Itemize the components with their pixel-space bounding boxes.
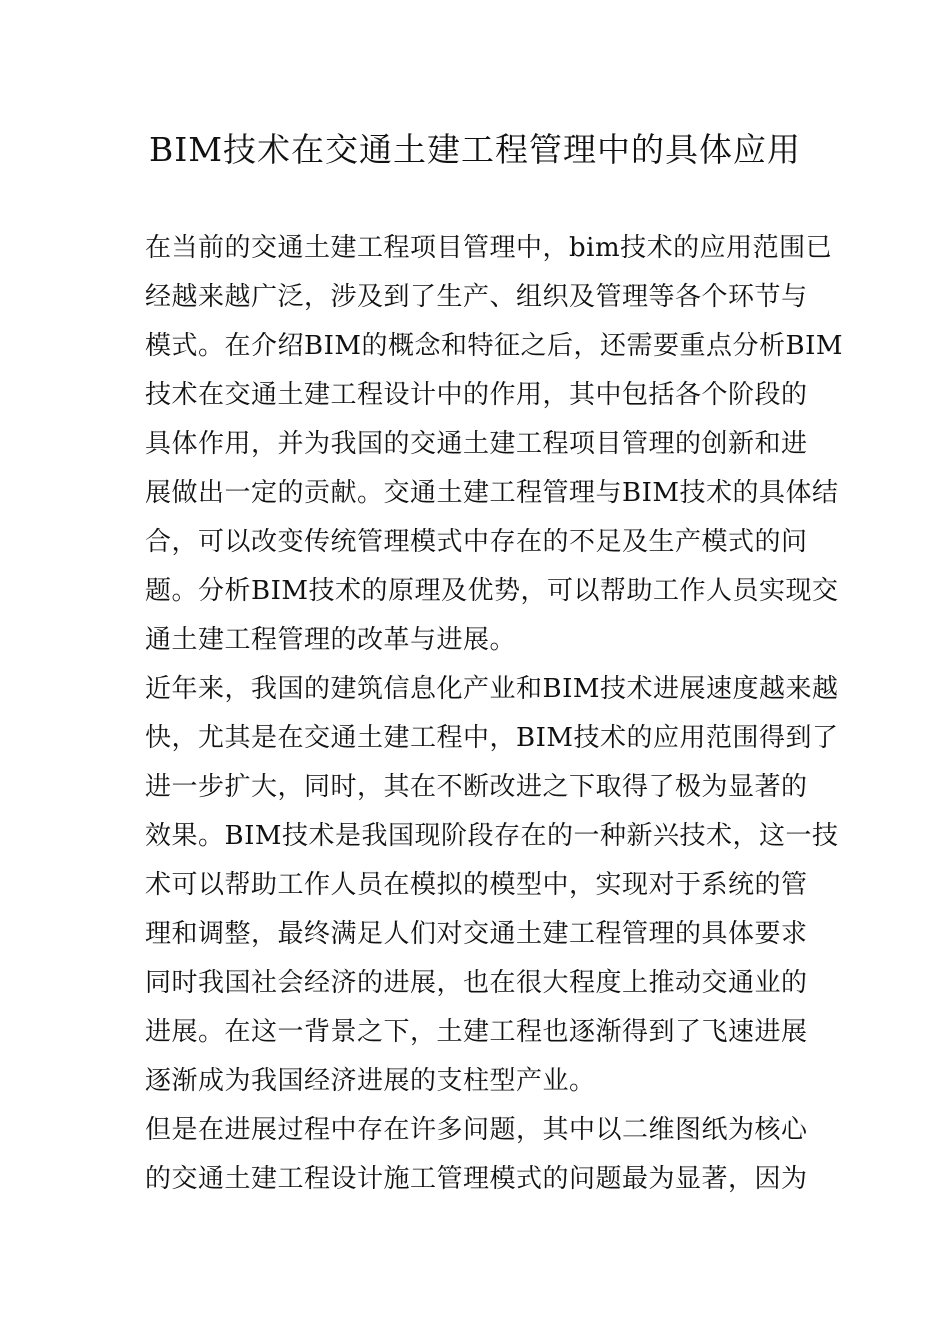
body-line: 但是在进展过程中存在许多问题，其中以二维图纸为核心 (145, 1115, 808, 1145)
body-line: 快，尤其是在交通土建工程中，BIM技术的应用范围得到了 (145, 723, 839, 753)
body-line: 技术在交通土建工程设计中的作用，其中包括各个阶段的 (145, 380, 808, 410)
document-body (145, 224, 843, 1204)
body-line: 在当前的交通土建工程项目管理中，bim技术的应用范围已 (145, 233, 833, 263)
body-line: 效果。BIM技术是我国现阶段存在的一种新兴技术，这一技 (145, 821, 839, 851)
body-line: 进展。在这一背景之下，土建工程也逐渐得到了飞速进展 (145, 1017, 808, 1047)
body-line: 理和调整，最终满足人们对交通土建工程管理的具体要求 (145, 919, 808, 949)
body-line: 术可以帮助工作人员在模拟的模型中，实现对于系统的管 (145, 870, 808, 900)
body-line: 通土建工程管理的改革与进展。 (145, 625, 517, 655)
body-line: 题。分析BIM技术的原理及优势，可以帮助工作人员实现交 (145, 576, 839, 606)
body-line: 的交通土建工程设计施工管理模式的问题最为显著，因为 (145, 1164, 808, 1194)
body-line: 模式。在介绍BIM的概念和特征之后，还需要重点分析BIM (145, 331, 843, 361)
body-line: 进一步扩大，同时，其在不断改进之下取得了极为显著的 (145, 772, 808, 802)
body-line: 具体作用，并为我国的交通土建工程项目管理的创新和进 (145, 429, 808, 459)
body-line: 展做出一定的贡献。交通土建工程管理与BIM技术的具体结 (145, 478, 839, 508)
body-line: 经越来越广泛，涉及到了生产、组织及管理等各个环节与 (145, 282, 808, 312)
body-line: 同时我国社会经济的进展，也在很大程度上推动交通业的 (145, 968, 808, 998)
body-line: 逐渐成为我国经济进展的支柱型产业。 (145, 1066, 596, 1096)
body-line: 近年来，我国的建筑信息化产业和BIM技术进展速度越来越 (145, 674, 839, 704)
body-line: 合，可以改变传统管理模式中存在的不足及生产模式的问 (145, 527, 808, 557)
document-title: BIM技术在交通土建工程管理中的具体应用 (148, 130, 802, 169)
